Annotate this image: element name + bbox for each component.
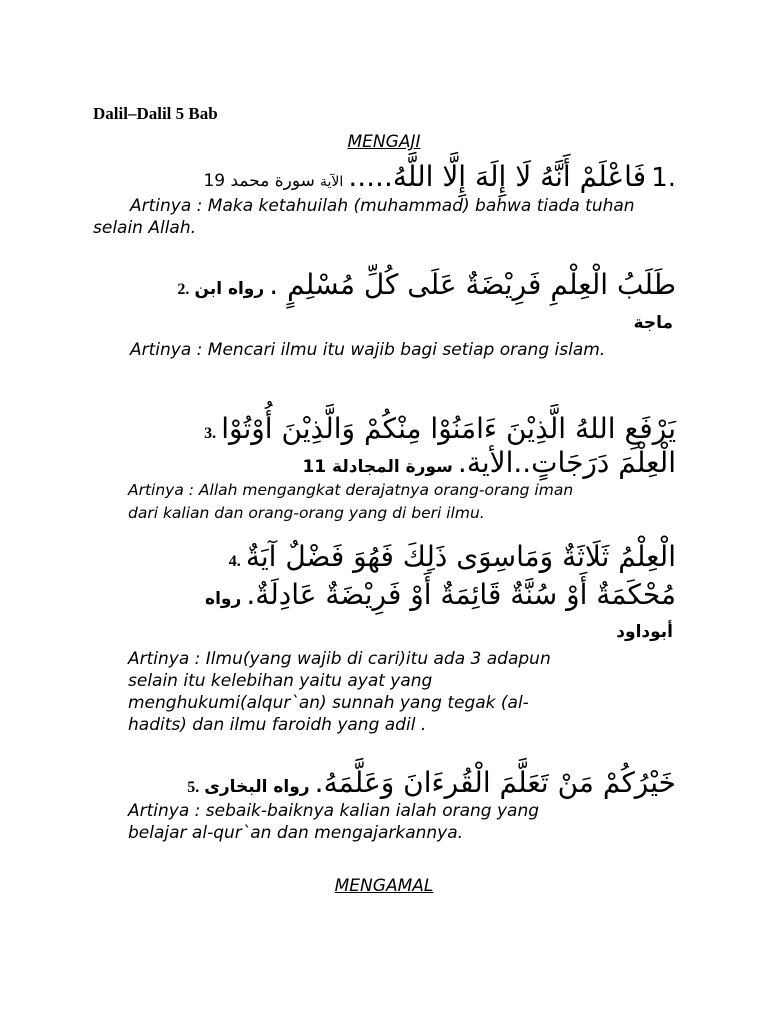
arabic-ref-4a: رواه bbox=[205, 589, 242, 609]
arabic-ref-5: رواه البخارى bbox=[204, 777, 310, 797]
item-number-4: 4. bbox=[228, 553, 241, 570]
arabic-ref-small-1: الآية bbox=[319, 174, 344, 190]
item-number-2: 2. bbox=[177, 281, 190, 298]
item-number-3: 3. bbox=[204, 425, 217, 442]
translation-4 bbox=[128, 648, 688, 736]
translation-4-line-3: menghukumi(alqur`an) sunnah yang tegak (al- bbox=[128, 693, 529, 713]
arabic-verse-4-line-1 bbox=[229, 540, 676, 573]
arabic-ref-2b: ماجة bbox=[633, 313, 673, 333]
translation-1: Artinya : Maka ketahuilah (muhammad) bahwa tiada tuhan selain Allah. bbox=[93, 196, 635, 238]
translation-3 bbox=[128, 479, 688, 525]
arabic-text-1: فَاعْلَمْ أَنَّهُ لَا إِلَهَ إِلَّا اللَّهُ..... bbox=[348, 160, 647, 193]
arabic-verse-5 bbox=[187, 766, 676, 799]
translation-3-line-1: Artinya : Allah mengangkat derajatnya orang-orang iman bbox=[128, 481, 574, 499]
translation-3-line-2: dari kalian dan orang-orang yang di beri ilmu. bbox=[128, 504, 485, 522]
arabic-ref-4b: أبوداود bbox=[616, 622, 673, 642]
translation-5 bbox=[128, 800, 688, 844]
arabic-text-5: خَيْرُكُمْ مَنْ تَعَلَّمَ الْقُرءَانَ وَعَلَّمَهُ. bbox=[314, 766, 676, 799]
arabic-ref-2a: رواه ابن bbox=[194, 279, 265, 299]
arabic-verse-3-line-2 bbox=[302, 446, 676, 479]
arabic-text-4b: مُحْكَمَةٌ أَوْ سُنَّةٌ قَائِمَةٌ أَوْ فَرِيْضَةٌ عَادِلَةٌ. bbox=[246, 578, 676, 611]
arabic-ref-3: سورة المجادلة 11 bbox=[302, 457, 453, 477]
arabic-text-4a: الْعِلْمُ ثَلَاثَةٌ وَمَاسِوَى ذَلِكَ فَهُوَ فَضْلٌ آيَةٌ bbox=[245, 540, 676, 573]
arabic-ref-line-2 bbox=[634, 313, 673, 333]
item-number-1: 1. bbox=[651, 163, 676, 193]
translation-4-line-1: Artinya : Ilmu(yang wajib di cari)itu ada 3 adapun bbox=[128, 649, 551, 669]
translation-5-line-2: belajar al-qur`an dan mengajarkannya. bbox=[128, 823, 464, 843]
arabic-ref-line-4 bbox=[616, 622, 673, 642]
item-number-5: 5. bbox=[187, 779, 200, 796]
section-heading-mengamal: MENGAMAL bbox=[334, 876, 434, 896]
translation-4-line-2: selain itu kelebihan yaitu ayat yang bbox=[128, 671, 433, 691]
document-title: Dalil–Dalil 5 Bab bbox=[93, 104, 218, 123]
arabic-verse-4-line-2 bbox=[205, 578, 676, 611]
arabic-ref-1: سورة محمد 19 bbox=[203, 171, 315, 191]
arabic-text-2: طَلَبُ الْعِلْمِ فَرِيْضَةٌ عَلَى كُلِّ مُسْلِمٍ . bbox=[269, 268, 676, 301]
arabic-text-3a: يَرْفَعِ اللهُ الَّذِيْنَ ءَامَنُوْا مِنْكُمْ وَالَّذِيْنَ أُوْتُوْا bbox=[221, 412, 676, 445]
section-heading-mengaji: MENGAJI bbox=[347, 132, 421, 152]
translation-2: Artinya : Mencari ilmu itu wajib bagi setiap orang islam. bbox=[130, 340, 606, 360]
translation-5-line-1: Artinya : sebaik-baiknya kalian ialah orang yang bbox=[128, 801, 540, 821]
arabic-verse-1 bbox=[203, 160, 676, 193]
arabic-text-3b: الْعِلْمَ دَرَجَاتٍ..الأية. bbox=[457, 446, 676, 479]
arabic-verse-2 bbox=[177, 268, 676, 301]
arabic-verse-3-line-1 bbox=[204, 412, 676, 445]
translation-4-line-4: hadits) dan ilmu faroidh yang adil . bbox=[128, 715, 427, 735]
